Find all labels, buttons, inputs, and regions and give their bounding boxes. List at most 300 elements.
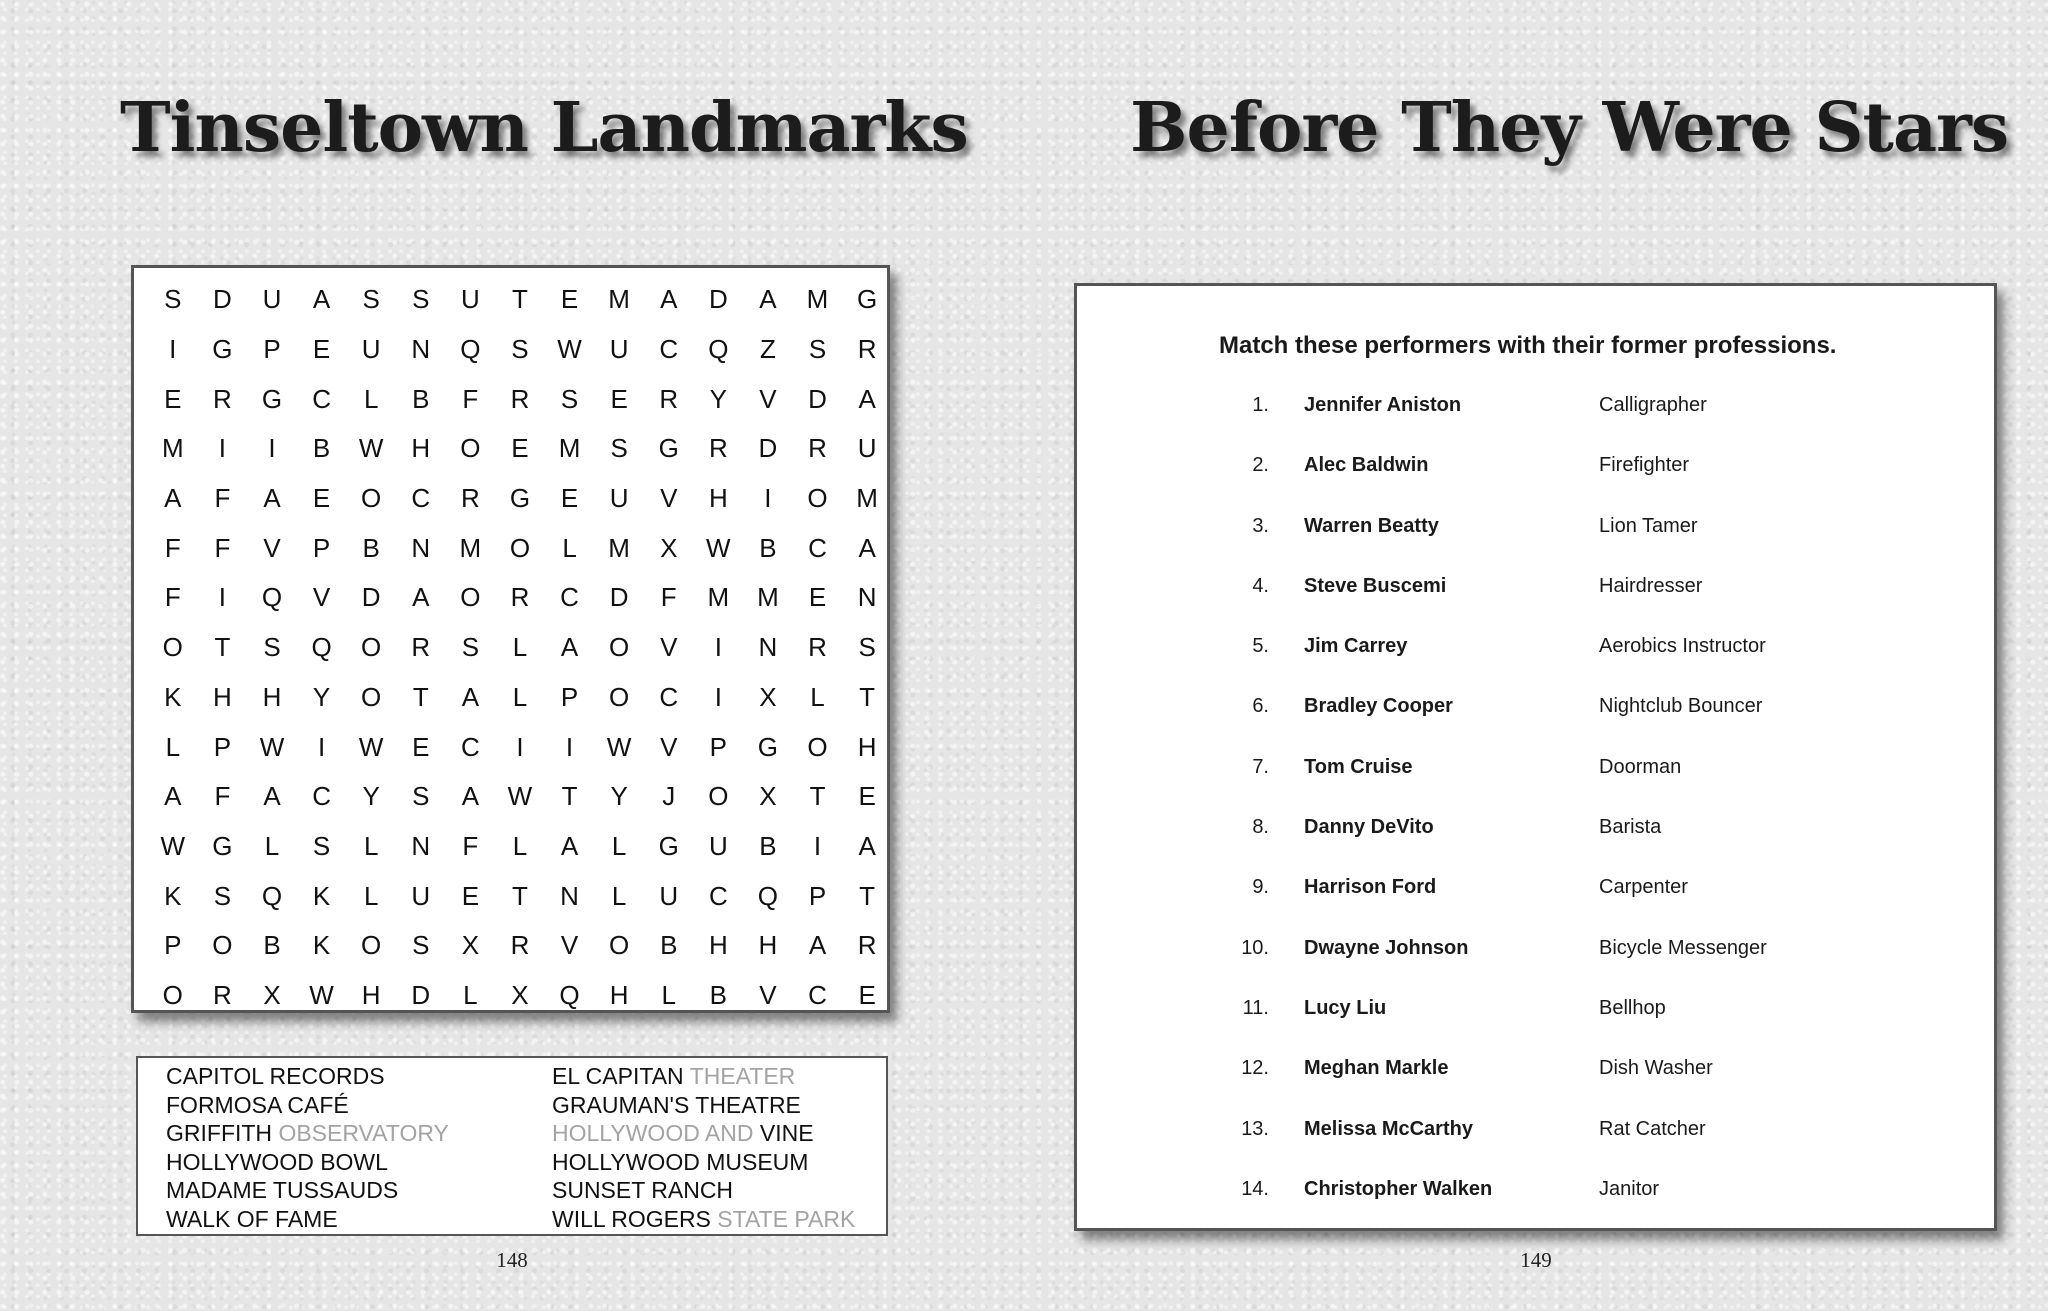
grid-letter: O [460,582,481,613]
grid-letter: Y [362,781,380,812]
grid-letter: Y [312,681,331,712]
grid-letter: V [759,979,777,1010]
former-profession: Carpenter [1599,876,1688,899]
grid-letter: B [759,830,777,861]
grid-letter: O [212,930,233,961]
grid-letter: I [714,681,722,712]
grid-letter: D [361,582,381,613]
word-list-left-column [166,1062,449,1234]
grid-letter: S [412,284,430,315]
grid-letter: S [362,284,380,315]
grid-letter: A [759,284,777,315]
grid-letter: U [262,284,282,315]
word-main-part: WALK OF FAME [166,1205,338,1232]
grid-letter: E [610,383,628,414]
grid-letter: A [808,930,827,961]
page-title-right: Before They Were Stars [1130,88,2009,168]
grid-letter: H [708,930,728,961]
word-list-item [552,1119,855,1148]
grid-letter: X [263,979,281,1010]
grid-letter: B [362,532,380,563]
word-main-part: HOLLYWOOD MUSEUM [552,1148,809,1175]
word-main-part: GRAUMAN'S THEATRE [552,1091,801,1118]
grid-letter: U [361,334,381,365]
grid-letter: F [660,582,677,613]
grid-letter: C [708,880,728,911]
grid-letter: F [462,383,479,414]
performer-name: Danny DeVito [1304,816,1434,839]
performer-row [1077,1057,1994,1117]
grid-letter: L [363,383,379,414]
grid-letter: C [808,979,827,1010]
word-faded-part: HOLLYWOOD AND [552,1120,754,1147]
grid-letter: Q [708,334,729,365]
grid-letter: P [164,930,182,961]
grid-letter: E [560,284,579,315]
performer-row [1077,937,1994,997]
performer-name: Christopher Walken [1304,1177,1493,1200]
grid-letter: H [411,433,431,464]
page-title-left: Tinseltown Landmarks [120,88,968,168]
grid-letter: A [858,383,876,414]
grid-letter: R [808,632,827,663]
grid-letter: B [412,383,430,414]
grid-letter: S [312,830,331,861]
grid-letter: N [411,532,431,563]
grid-letter: C [560,582,579,613]
grid-letter: L [264,830,280,861]
performer-name: Meghan Markle [1304,1057,1449,1080]
grid-letter: X [461,930,480,961]
grid-letter: E [461,880,480,911]
grid-letter: S [412,781,430,812]
grid-letter: W [358,731,384,762]
grid-letter: R [708,433,728,464]
performer-number: 5. [1252,635,1269,658]
grid-letter: M [856,483,878,514]
grid-letter: O [361,483,382,514]
grid-letter: F [214,483,231,514]
performer-number: 10. [1241,936,1269,959]
former-profession: Dish Washer [1599,1057,1713,1080]
grid-letter: M [608,532,630,563]
grid-letter: B [759,532,777,563]
performer-number: 6. [1252,695,1269,718]
word-main-part: VINE [759,1120,814,1147]
performer-row [1077,635,1994,695]
grid-letter: U [411,880,431,911]
grid-letter: P [263,334,281,365]
word-list-item [552,1176,855,1205]
grid-letter: X [759,681,777,712]
word-list-item [166,1119,449,1148]
grid-letter: S [560,383,579,414]
performer-row [1077,816,1994,876]
grid-letter: E [312,334,331,365]
performer-number: 4. [1252,574,1269,597]
grid-letter: Q [559,979,580,1010]
grid-letter: O [708,781,729,812]
grid-letter: M [757,582,779,613]
performer-name: Warren Beatty [1304,514,1439,537]
grid-letter: H [708,483,728,514]
word-main-part: HOLLYWOOD BOWL [166,1148,388,1175]
word-main-part: WILL ROGERS [552,1205,711,1232]
grid-letter: C [312,383,331,414]
word-search-grid [131,265,890,1013]
grid-letter: E [560,483,579,514]
grid-letter: U [609,483,629,514]
grid-letter: G [658,433,679,464]
grid-letter: A [164,781,182,812]
grid-letter: O [509,532,531,563]
performer-row [1077,1178,1994,1238]
performer-number: 3. [1252,514,1269,537]
page-number-right: 149 [1520,1248,1552,1272]
grid-letter: I [516,731,524,762]
grid-letter: I [317,731,326,762]
performer-number: 8. [1252,816,1269,839]
grid-letter: U [659,880,679,911]
grid-letter: R [460,483,480,514]
grid-letter: R [213,979,232,1010]
former-profession: Bellhop [1599,996,1666,1019]
grid-letter: S [164,284,182,315]
performer-name: Bradley Cooper [1304,695,1453,718]
grid-letter: E [858,781,876,812]
grid-letter: E [808,582,827,613]
matching-puzzle-panel [1074,283,1997,1231]
word-main-part: CAPITOL RECORDS [166,1063,385,1089]
grid-letter: L [512,830,528,861]
grid-letter: B [709,979,727,1010]
performer-row [1077,515,1994,575]
grid-letter: N [411,830,431,861]
grid-letter: V [660,632,678,663]
grid-letter: V [263,532,281,563]
grid-letter: O [162,632,183,663]
grid-letter: L [165,731,181,762]
grid-letter: I [764,483,772,514]
grid-letter: R [808,433,827,464]
word-list-item [552,1148,855,1177]
grid-letter: B [312,433,331,464]
grid-letter: B [263,930,281,961]
performer-row [1077,876,1994,936]
grid-letter: T [512,880,528,911]
grid-letter: A [263,781,281,812]
grid-letter: D [609,582,629,613]
grid-letter: A [560,830,579,861]
grid-letter: P [312,532,331,563]
grid-letter: U [708,830,728,861]
word-list-item [552,1062,855,1091]
grid-letter: I [218,433,226,464]
grid-letter: G [757,731,779,762]
grid-letter: O [162,979,183,1010]
grid-letter: R [213,383,232,414]
grid-letter: Q [261,880,283,911]
grid-letter: T [214,632,231,663]
grid-letter: K [312,930,331,961]
grid-letter: M [558,433,581,464]
grid-letter: R [659,383,679,414]
grid-letter: T [512,284,528,315]
grid-letter: R [510,930,530,961]
performer-name: Dwayne Johnson [1304,936,1469,959]
word-list-box [136,1056,888,1236]
former-profession: Firefighter [1599,454,1690,477]
grid-letter: A [461,781,480,812]
former-profession: Aerobics Instructor [1599,635,1766,658]
grid-letter: W [160,830,186,861]
grid-letter: U [609,334,629,365]
former-profession: Doorman [1599,755,1682,778]
grid-letter: O [460,433,481,464]
performer-row [1077,394,1994,454]
grid-letter: U [460,284,480,315]
word-main-part: SUNSET RANCH [552,1177,734,1204]
word-main-part: FORMOSA CAFÉ [166,1091,349,1118]
grid-letter: R [411,632,431,663]
grid-letter: P [213,731,232,762]
grid-letter: G [658,830,679,861]
grid-letter: G [212,334,233,365]
former-profession: Lion Tamer [1599,514,1698,537]
grid-letter: Q [460,334,481,365]
grid-letter: N [411,334,431,365]
grid-letter: K [312,880,331,911]
grid-letter: A [858,830,876,861]
grid-letter: G [856,284,878,315]
grid-letter: W [358,433,384,464]
grid-letter: H [758,930,778,961]
grid-letter: F [462,830,479,861]
grid-letter: S [461,632,480,663]
grid-letter: T [809,781,826,812]
match-instruction: Match these performers with their former professions. [1219,332,1837,359]
performer-number: 13. [1241,1117,1269,1140]
performer-number: 1. [1252,394,1269,416]
grid-letter: V [759,383,777,414]
performer-row [1077,695,1994,755]
grid-letter: F [214,781,231,812]
grid-letter: S [808,334,827,365]
grid-letter: L [463,979,478,1010]
grid-letter: M [459,532,482,563]
performer-row [1077,997,1994,1057]
grid-letter: T [859,880,876,911]
grid-letter: T [412,681,429,712]
word-faded-part: THEATER [689,1063,796,1089]
grid-letter: C [659,334,679,365]
word-main-part: MADAME TUSSAUDS [166,1177,399,1204]
grid-letter: U [857,433,877,464]
grid-letter: N [857,582,877,613]
grid-letter: E [412,731,430,762]
grid-letter: H [609,979,629,1010]
former-profession: Bicycle Messenger [1599,936,1767,959]
grid-letter: T [859,681,876,712]
grid-letter: N [560,880,579,911]
word-faded-part: STATE PARK [717,1205,856,1232]
performer-row [1077,1118,1994,1178]
grid-letter: L [661,979,676,1010]
grid-letter: V [560,930,579,961]
grid-letter: F [164,532,181,563]
grid-letter: L [611,830,627,861]
word-list-item [166,1176,449,1205]
grid-letter: I [714,632,722,663]
grid-letter: E [312,483,331,514]
word-list-item [552,1205,855,1234]
grid-letter: F [214,532,231,563]
grid-letter: A [858,532,876,563]
grid-letter: K [164,880,182,911]
grid-letter: S [858,632,876,663]
grid-letter: G [261,383,283,414]
performer-number: 7. [1252,755,1269,778]
grid-letter: I [565,731,574,762]
grid-letter: W [606,731,632,762]
grid-letter: S [511,334,529,365]
grid-letter: W [259,731,285,762]
grid-letter: L [562,532,577,563]
grid-letter: X [759,781,777,812]
grid-letter: M [161,433,184,464]
grid-letter: O [609,632,630,663]
grid-letter: K [164,681,182,712]
grid-letter: M [806,284,829,315]
grid-letter: S [610,433,628,464]
grid-letter: W [557,334,582,365]
former-profession: Rat Catcher [1599,1117,1706,1140]
performer-name: Steve Buscemi [1304,574,1447,597]
grid-letter: I [218,582,226,613]
grid-letter: R [510,383,530,414]
grid-letter: L [611,880,627,911]
grid-letter: P [560,681,579,712]
grid-letter: L [363,880,379,911]
grid-letter: A [560,632,579,663]
grid-letter: I [268,433,276,464]
grid-letter: W [706,532,731,563]
grid-letter: C [808,532,827,563]
grid-letter: R [510,582,530,613]
grid-letter: D [708,284,728,315]
grid-letter: S [412,930,430,961]
grid-letter: N [758,632,778,663]
performer-name: Alec Baldwin [1304,454,1429,477]
grid-letter: V [660,483,678,514]
former-profession: Calligrapher [1599,394,1707,416]
grid-letter: E [511,433,529,464]
word-faded-part: OBSERVATORY [278,1120,449,1147]
grid-letter: P [709,731,727,762]
performer-number: 2. [1252,454,1269,477]
letter-grid [148,275,892,1020]
grid-letter: C [411,483,431,514]
grid-letter: L [512,632,528,663]
grid-letter: E [164,383,182,414]
grid-letter: A [461,681,480,712]
grid-letter: O [609,930,630,961]
grid-letter: Q [757,880,779,911]
grid-letter: A [312,284,331,315]
grid-letter: I [169,334,177,365]
performer-name: Harrison Ford [1304,876,1437,899]
grid-letter: A [412,582,430,613]
grid-letter: X [660,532,678,563]
grid-letter: A [164,483,182,514]
grid-letter: G [509,483,531,514]
grid-letter: C [659,681,679,712]
grid-letter: L [810,681,825,712]
grid-letter: Z [759,334,776,365]
performer-number: 12. [1241,1057,1269,1080]
grid-letter: M [707,582,730,613]
performer-number: 11. [1242,996,1269,1019]
grid-letter: H [857,731,877,762]
grid-letter: A [660,284,678,315]
former-profession: Hairdresser [1599,574,1703,597]
grid-letter: C [460,731,480,762]
grid-letter: S [263,632,281,663]
page-number-left: 148 [496,1248,528,1272]
grid-letter: O [609,681,630,712]
grid-letter: G [212,830,233,861]
grid-letter: F [164,582,181,613]
grid-letter: H [262,681,282,712]
word-list-item [166,1205,449,1234]
grid-letter: J [662,781,676,812]
grid-letter: L [512,681,528,712]
grid-letter: D [411,979,431,1010]
grid-letter: X [511,979,529,1010]
grid-letter: Y [610,781,628,812]
performer-number: 9. [1252,876,1269,899]
grid-letter: O [361,930,382,961]
performer-row [1077,575,1994,635]
word-list-item [166,1062,449,1091]
grid-letter: E [858,979,876,1010]
word-main-part: EL CAPITAN [552,1063,684,1089]
performer-row [1077,756,1994,816]
word-list-item [552,1091,855,1120]
grid-letter: D [808,383,827,414]
grid-letter: C [312,781,331,812]
grid-letter: Q [261,582,283,613]
grid-letter: D [758,433,778,464]
word-list-item [166,1148,449,1177]
grid-letter: R [857,334,877,365]
grid-letter: W [309,979,334,1010]
grid-letter: H [361,979,381,1010]
grid-letter: O [361,681,382,712]
performer-list [1077,394,1994,1238]
grid-letter: T [561,781,578,812]
grid-letter: P [808,880,827,911]
grid-letter: Y [709,383,727,414]
former-profession: Barista [1599,816,1662,839]
grid-letter: V [660,731,678,762]
performer-number: 14. [1241,1177,1269,1200]
grid-letter: V [312,582,331,613]
performer-name: Melissa McCarthy [1304,1117,1473,1140]
grid-letter: D [213,284,232,315]
former-profession: Nightclub Bouncer [1599,695,1763,718]
performer-name: Jim Carrey [1304,635,1408,658]
